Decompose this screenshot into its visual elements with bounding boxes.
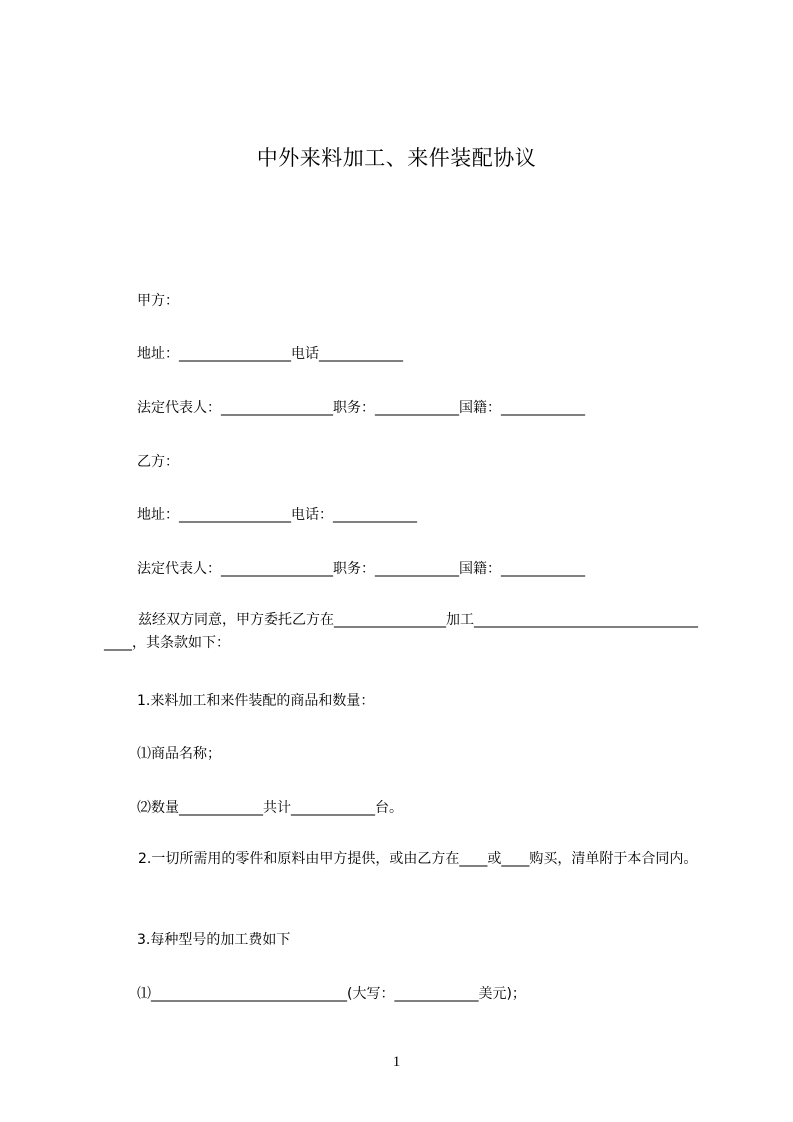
section-3-heading: 3.每种型号的加工费如下	[137, 932, 291, 948]
document-title: 中外来料加工、来件装配协议	[256, 146, 537, 170]
section-2-paragraph: 2.一切所需用的零件和原料由甲方提供，或由乙方在____或____购买，清单附于本合同内。	[138, 851, 698, 867]
party-b-representative-line: 法定代表人：________________职务：____________国籍：____________	[137, 561, 585, 577]
party-b-address-line: 地址：________________电话：____________	[137, 507, 417, 523]
party-a-label: 甲方：	[137, 293, 179, 309]
section-1-item-1: ⑴商品名称；	[137, 746, 221, 762]
section-1-item-2: ⑵数量____________共计____________台。	[137, 800, 403, 816]
party-a-address-line: 地址：________________电话____________	[137, 346, 403, 362]
intro-paragraph: 兹经双方同意，甲方委托乙方在________________加工____________________________________，其条款如下：	[104, 612, 698, 651]
section-3-item-1: ⑴____________________________(大写：____________美元)；	[137, 986, 526, 1002]
party-b-label: 乙方：	[137, 454, 179, 470]
section-1-heading: 1.来料加工和来件装配的商品和数量：	[137, 693, 375, 709]
page-number: 1	[392, 1054, 401, 1070]
party-a-representative-line: 法定代表人：________________职务：____________国籍：____________	[137, 400, 585, 416]
